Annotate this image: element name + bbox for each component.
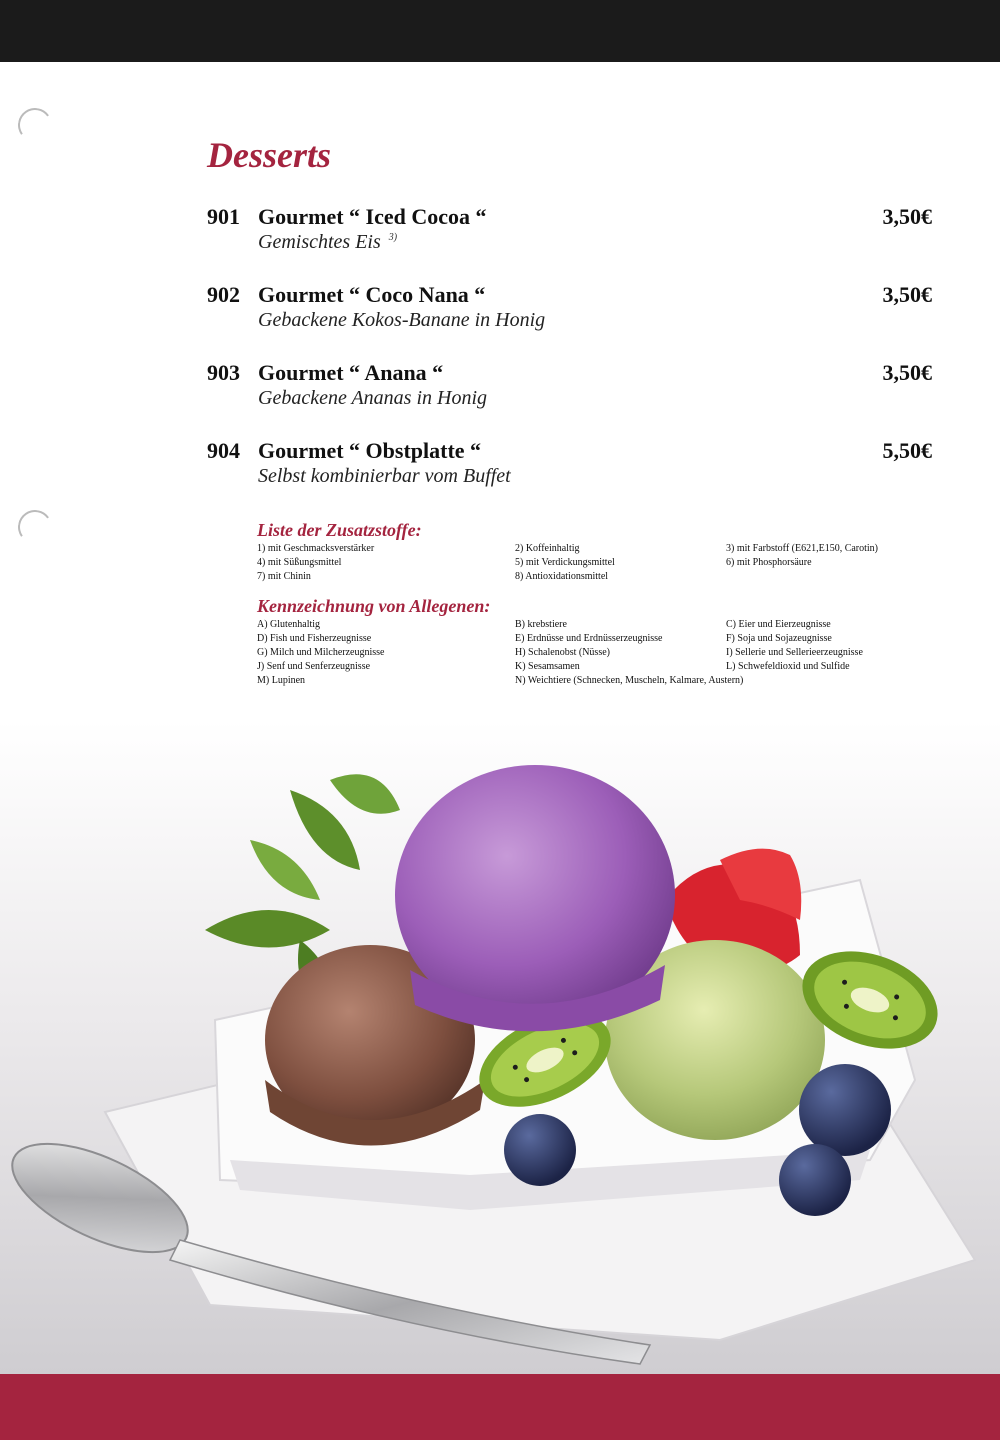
item-name: Gourmet “ Iced Cocoa “: [258, 204, 487, 229]
list-entry: 4) mit Süßungsmittel: [257, 557, 342, 568]
additives-list: [257, 542, 937, 584]
list-entry: 5) mit Verdickungsmittel: [515, 557, 615, 568]
additives-title: Liste der Zusatzstoffe:: [257, 520, 422, 540]
list-row: [257, 556, 937, 570]
list-entry: J) Senf und Senferzeugnisse: [257, 661, 371, 672]
list-row: [257, 674, 937, 688]
ice-cream-photo: [0, 720, 1000, 1374]
item-price: 3,50€: [882, 360, 932, 385]
list-entry: 6) mit Phosphorsäure: [726, 557, 812, 568]
list-row: [257, 618, 937, 632]
list-entry: 7) mit Chinin: [257, 571, 311, 582]
item-description: Selbst kombinierbar vom Buffet: [258, 465, 511, 487]
list-entry: C) Eier und Eierzeugnisse: [726, 619, 831, 630]
list-entry: D) Fish und Fisherzeugnisse: [257, 633, 372, 644]
list-entry: F) Soja und Sojazeugnisse: [726, 633, 832, 644]
list-entry: 2) Koffeinhaltig: [515, 543, 580, 554]
list-entry: A) Glutenhaltig: [257, 619, 321, 630]
bottom-bar: [0, 1374, 1000, 1440]
list-row: [257, 632, 937, 646]
top-bar: [0, 0, 1000, 62]
item-number: 904: [207, 438, 240, 463]
list-entry: E) Erdnüsse und Erdnüsserzeugnisse: [515, 633, 663, 644]
punch-hole: [15, 507, 54, 546]
list-entry: 3) mit Farbstoff (E621,E150, Carotin): [726, 543, 879, 554]
list-row: [257, 570, 937, 584]
item-price: 5,50€: [882, 438, 932, 463]
list-row: [257, 646, 937, 660]
item-name: Gourmet “ Obstplatte “: [258, 438, 482, 463]
list-entry: 1) mit Geschmacksverstärker: [257, 543, 375, 554]
item-description: Gemischtes Eis $^{3)}$: [258, 231, 398, 253]
list-entry: N) Weichtiere (Schnecken, Muscheln, Kalmare, Austern): [515, 675, 744, 686]
list-row: [257, 660, 937, 674]
list-entry: M) Lupinen: [257, 675, 306, 686]
item-description: Gebackene Ananas in Honig: [258, 387, 488, 409]
allergens-list: [257, 618, 937, 688]
list-entry: I) Sellerie und Sellerieerzeugnisse: [726, 647, 863, 658]
list-entry: L) Schwefeldioxid und Sulfide: [726, 661, 850, 672]
punch-hole: [15, 105, 54, 144]
list-entry: B) krebstiere: [515, 619, 567, 630]
item-name: Gourmet “ Coco Nana “: [258, 282, 486, 307]
list-entry: 8) Antioxidationsmittel: [515, 571, 609, 582]
page-title: Desserts: [207, 135, 331, 175]
allergens-title: Kennzeichnung von Allegenen:: [257, 596, 491, 616]
item-number: 902: [207, 282, 240, 307]
item-description: Gebackene Kokos-Banane in Honig: [258, 309, 546, 331]
item-number: 903: [207, 360, 240, 385]
list-entry: K) Sesamsamen: [515, 661, 580, 672]
item-number: 901: [207, 204, 240, 229]
list-row: [257, 542, 937, 556]
item-price: 3,50€: [882, 204, 932, 229]
item-price: 3,50€: [882, 282, 932, 307]
list-entry: H) Schalenobst (Nüsse): [515, 647, 610, 658]
list-entry: G) Milch und Milcherzeugnisse: [257, 647, 385, 658]
additive-note: 3): [388, 232, 398, 244]
item-name: Gourmet “ Anana “: [258, 360, 444, 385]
